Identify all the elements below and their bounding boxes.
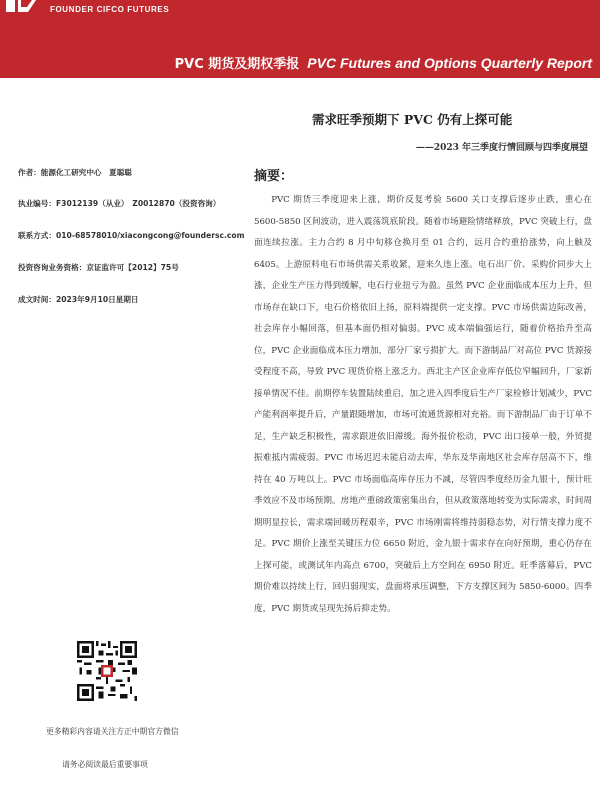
qr-caption: 更多精彩内容请关注方正中期官方微信 xyxy=(46,727,179,736)
contact-info: 联系方式：010-68578010/xiacongcong@foundersc.com xyxy=(18,231,245,240)
header-banner xyxy=(0,0,600,78)
qr-code-icon xyxy=(77,641,137,701)
report-title-cn: PVC 期货及期权季报 xyxy=(174,57,300,72)
disclaimer-note: 请务必阅读最后重要事项 xyxy=(62,760,148,769)
report-title-en: PVC Futures and Options Quarterly Report xyxy=(307,55,592,71)
logo-icon xyxy=(6,0,36,12)
report-title xyxy=(175,53,592,72)
license-number: 执业编号：F3012139（从业） Z0012870（投资咨询） xyxy=(18,199,221,208)
brand-name: FOUNDER CIFCO FUTURES xyxy=(50,5,170,14)
subheadline: ——2023 年三季度行情回顾与四季度展望 xyxy=(415,143,588,153)
abstract-title: 摘要： xyxy=(254,169,294,184)
qualification: 投资咨询业务资格：京证监许可【2012】75号 xyxy=(18,263,179,272)
author: 作者：能源化工研究中心 夏聪聪 xyxy=(18,168,132,177)
headline: 需求旺季预期下 PVC 仍有上探可能 xyxy=(312,112,513,127)
abstract-body: PVC 期货三季度迎来上涨，期价反复考验 5600 关口支撑后逐步止跌，重心在 5600-5850 区间波动，进入震荡筑底阶段。随着市场避险情绪释放，PVC 突破上行，盘面连续拉涨。主力合约 8 月中旬移仓换月至 01 合约，远月合约重拾涨势，向上触及 6405。上游原料电石市场供需关系收紧，迎来久违上涨。电石出厂价、采购价同步大上涨，企业生产压力得到缓解，电石行业扭亏为盈。虽然 PVC 企业面临成本压力上升，但市场存在缺口下，电石价格依旧上扬，原料端提供一定支撑。PVC 市场供需边际改善，社会库存小幅回落，但基本面仍相对偏弱。PVC 成本端偏强运行，随着价格抬升至高位，PVC 企业面临成本压力增加，部分厂家亏损扩大。而下游制品厂对高位 PVC 货源接受程度不高，导致 PVC 现货价格上涨乏力。西北主产区企业库存低位窄幅回升，厂家新接单情况不佳。前期停车装置陆续重启，加之进入四季度后生产厂家检修计划减少，PVC 产能利润率提升后，产量跟随增加，市场可流通货源相对充裕。而下游制品厂由于订单不足，生产缺乏积极性，需求跟进依旧滞缓。海外报价松动，PVC 出口接单一般，外贸提振难抵内需疲弱。PVC 市场迟迟未能启动去库，华东及华南地区社会库存居高不下，维持在 40 万吨以上。PVC 市场面临高库存压力不减，尽管四季度经历金九银十，预计旺季效应不及市场预期。房地产重磅政策密集出台，但从政策落地转变为实际需求，时间周期明显拉长，需求端回暖历程艰辛，PVC 市场刚需将维持弱稳态势，对行情支撑力度不足。PVC 期价上涨至关键压力位 6650 附近，金九银十需求存在向好预期，重心仍存在上探可能，或测试年内高点 6700，突破后上方空间在 6950 附近。旺季落幕后，PVC 期价难以持续上行，回归弱现实，盘面将承压调整，下方支撑区间为 5850-6000。四季度，PVC 期货或呈现先扬后抑走势。 xyxy=(254,195,592,614)
report-date: 成文时间：2023年9月10日星期日 xyxy=(18,295,139,304)
